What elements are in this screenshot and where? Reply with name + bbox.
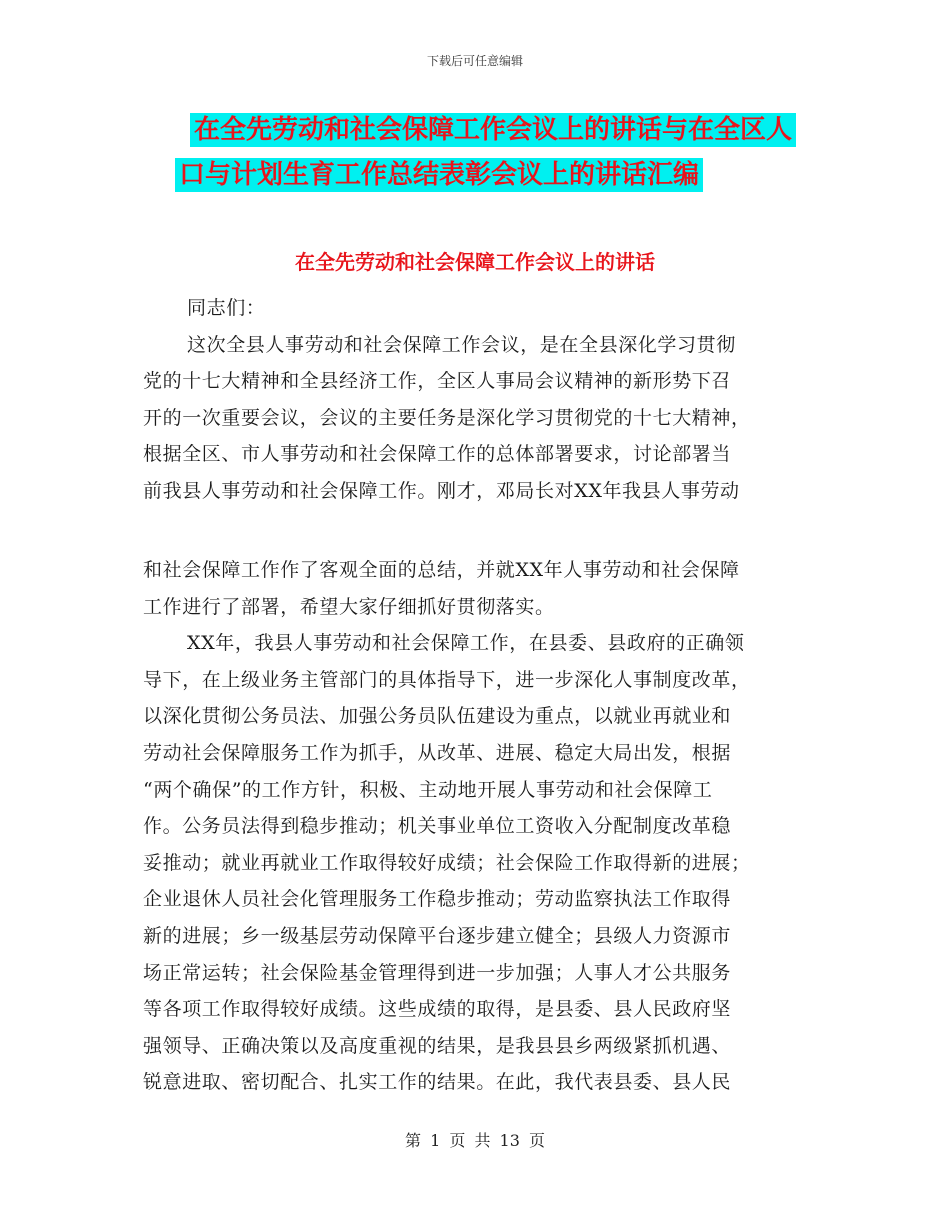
body-line: 劳动社会保障服务工作为抓手，从改革、进展、稳定大局出发，根据	[143, 741, 732, 764]
body-block-b	[143, 552, 813, 1101]
salutation: 同志们：	[187, 297, 266, 319]
body-line: 强领导、正确决策以及高度重视的结果，是我县县乡两级紧抓机遇、	[143, 1034, 732, 1057]
header-note: 下载后可任意编辑	[426, 54, 523, 68]
body-line: 党的十七大精神和全县经济工作，全区人事局会议精神的新形势下召	[143, 370, 732, 393]
body-line: 等各项工作取得较好成绩。这些成绩的取得，是县委、县人民政府坚	[143, 998, 732, 1021]
body-line: 新的进展；乡一级基层劳动保障平台逐步建立健全；县级人力资源市	[143, 924, 732, 947]
body-line: 场正常运转；社会保险基金管理得到进一步加强；人事人才公共服务	[143, 961, 732, 984]
main-title-line-1	[190, 110, 830, 150]
body-line: 作。公务员法得到稳步推动；机关事业单位工资收入分配制度改革稳	[143, 815, 732, 838]
body-line: 和社会保障工作作了客观全面的总结，并就XX年人事劳动和社会保障	[143, 559, 740, 581]
body-line: 根据全区、市人事劳动和社会保障工作的总体部署要求，讨论部署当	[143, 443, 732, 466]
main-title-line-2	[175, 155, 815, 195]
body-block-a	[143, 290, 813, 510]
body-line: 开的一次重要会议，会议的主要任务是深化学习贯彻党的十七大精神，	[143, 406, 751, 429]
body-line: 前我县人事劳动和社会保障工作。刚才，邓局长对XX年我县人事劳动	[143, 479, 740, 502]
body-line: 这次全县人事劳动和社会保障工作会议，是在全县深化学习贯彻	[187, 333, 736, 356]
body-line: XX年，我县人事劳动和社会保障工作，在县委、县政府的正确领	[187, 632, 745, 655]
main-title-line-1-text: 在全先劳动和社会保障工作会议上的讲话与在全区人	[190, 113, 796, 147]
body-line: 锐意进取、密切配合、扎实工作的结果。在此，我代表县委、县人民	[143, 1071, 732, 1094]
main-title-line-2-text: 口与计划生育工作总结表彰会议上的讲话汇编	[175, 158, 703, 192]
body-line: 妥推动；就业再就业工作取得较好成绩；社会保险工作取得新的进展；	[143, 851, 751, 874]
body-line: 以深化贯彻公务员法、加强公务员队伍建设为重点，以就业再就业和	[143, 705, 732, 728]
body-line: 企业退休人员社会化管理服务工作稳步推动；劳动监察执法工作取得	[143, 888, 732, 911]
body-line: “两个确保”的工作方针，积极、主动地开展人事劳动和社会保障工	[143, 778, 713, 801]
body-line: 工作进行了部署，希望大家仔细抓好贯彻落实。	[143, 595, 555, 618]
section-title: 在全先劳动和社会保障工作会议上的讲话	[295, 250, 655, 274]
body-line: 导下，在上级业务主管部门的具体指导下，进一步深化人事制度改革，	[143, 668, 751, 691]
page-footer: 第 1 页 共 13 页	[405, 1131, 545, 1150]
